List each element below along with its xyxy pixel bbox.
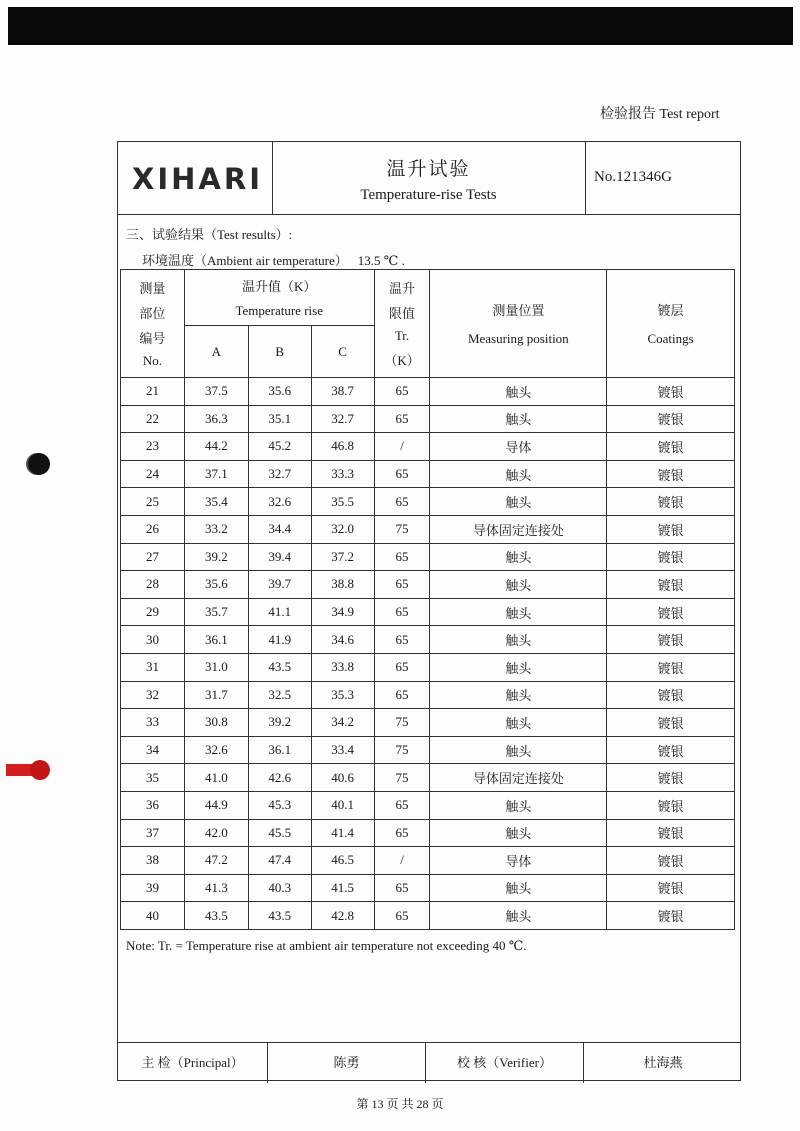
cell-rise-b: 34.4 (248, 515, 311, 543)
cell-rise-b: 42.6 (248, 764, 311, 792)
cell-rise-a: 41.3 (184, 874, 248, 902)
cell-rise-b: 45.5 (248, 819, 311, 847)
cell-limit: 65 (374, 653, 430, 681)
company-logo: XIHARI (132, 162, 263, 196)
table-row (121, 626, 735, 654)
cell-position: 触头 (430, 681, 607, 709)
cell-coating: 镀银 (607, 902, 735, 930)
cell-number: 38 (121, 847, 185, 875)
col-header-phase-c: C (311, 326, 374, 378)
cell-rise-c: 38.8 (311, 571, 374, 599)
cell-rise-c: 35.5 (311, 488, 374, 516)
cell-position: 触头 (430, 543, 607, 571)
cell-limit: 65 (374, 819, 430, 847)
cell-number: 25 (121, 488, 185, 516)
cell-coating: 镀银 (607, 488, 735, 516)
table-row (121, 902, 735, 930)
cell-rise-b: 32.5 (248, 681, 311, 709)
cell-limit: 75 (374, 515, 430, 543)
cell-coating: 镀银 (607, 598, 735, 626)
cell-rise-c: 40.1 (311, 791, 374, 819)
cell-limit: 65 (374, 681, 430, 709)
verifier-label: 校 核（Verifier） (426, 1043, 584, 1083)
cell-number: 27 (121, 543, 185, 571)
cell-limit: / (374, 433, 430, 461)
cell-rise-a: 44.9 (184, 791, 248, 819)
col-header-phase-a: A (184, 326, 248, 378)
cell-rise-a: 33.2 (184, 515, 248, 543)
report-label: 检验报告 Test report (600, 107, 720, 122)
cell-number: 23 (121, 433, 185, 461)
verifier-name: 杜海燕 (643, 1055, 683, 1070)
col-header-coatings: 镀层 Coatings (607, 270, 735, 378)
cell-rise-b: 39.2 (248, 709, 311, 737)
table-row (121, 791, 735, 819)
cell-limit: 75 (374, 709, 430, 737)
table-row (121, 764, 735, 792)
cell-position: 触头 (430, 488, 607, 516)
table-row (121, 515, 735, 543)
table-row (121, 571, 735, 599)
cell-rise-b: 39.4 (248, 543, 311, 571)
cell-rise-c: 32.7 (311, 405, 374, 433)
cell-coating: 镀银 (607, 543, 735, 571)
cell-limit: 65 (374, 902, 430, 930)
cell-rise-c: 46.8 (311, 433, 374, 461)
cell-rise-a: 36.1 (184, 626, 248, 654)
cell-rise-b: 39.7 (248, 571, 311, 599)
cell-position: 触头 (430, 405, 607, 433)
col-header-number: 测量 部位 编号 No. (121, 270, 185, 378)
cell-position: 导体固定连接处 (430, 515, 607, 543)
cell-rise-c: 33.4 (311, 736, 374, 764)
cell-position: 触头 (430, 819, 607, 847)
cell-rise-b: 43.5 (248, 653, 311, 681)
cell-number: 35 (121, 764, 185, 792)
cell-coating: 镀银 (607, 736, 735, 764)
cell-rise-b: 43.5 (248, 902, 311, 930)
table-row (121, 819, 735, 847)
table-row (121, 405, 735, 433)
cell-rise-c: 33.8 (311, 653, 374, 681)
cell-number: 40 (121, 902, 185, 930)
cell-rise-b: 36.1 (248, 736, 311, 764)
table-row (121, 681, 735, 709)
cell-number: 34 (121, 736, 185, 764)
cell-position: 触头 (430, 571, 607, 599)
cell-number: 33 (121, 709, 185, 737)
table-row (121, 709, 735, 737)
cell-rise-a: 44.2 (184, 433, 248, 461)
ambient-label: 环境温度（Ambient air temperature） (142, 253, 348, 268)
cell-number: 28 (121, 571, 185, 599)
cell-coating: 镀银 (607, 791, 735, 819)
cell-rise-a: 35.4 (184, 488, 248, 516)
cell-rise-c: 33.3 (311, 460, 374, 488)
note: Note: Tr. = Temperature rise at ambient air temperature not exceeding 40 ℃. (126, 938, 527, 953)
signature-footer (118, 1042, 740, 1083)
cell-coating: 镀银 (607, 433, 735, 461)
cell-rise-b: 41.9 (248, 626, 311, 654)
cell-rise-c: 41.4 (311, 819, 374, 847)
cell-number: 22 (121, 405, 185, 433)
cell-position: 触头 (430, 709, 607, 737)
cell-position: 触头 (430, 791, 607, 819)
cell-rise-c: 41.5 (311, 874, 374, 902)
cell-position: 触头 (430, 902, 607, 930)
section-heading: 三、试验结果（Test results）: (126, 227, 293, 242)
col-header-phase-b: B (248, 326, 311, 378)
punch-hole-mark (28, 453, 50, 475)
cell-number: 36 (121, 791, 185, 819)
cell-rise-b: 45.2 (248, 433, 311, 461)
ambient-value: 13.5 ℃ . (357, 253, 405, 268)
cell-rise-b: 41.1 (248, 598, 311, 626)
cell-rise-a: 32.6 (184, 736, 248, 764)
cell-rise-a: 36.3 (184, 405, 248, 433)
table-row (121, 433, 735, 461)
cell-limit: 65 (374, 874, 430, 902)
cell-number: 29 (121, 598, 185, 626)
cell-limit: 65 (374, 571, 430, 599)
cell-position: 触头 (430, 653, 607, 681)
cell-position: 导体 (430, 433, 607, 461)
page-number: 第 13 页 共 28 页 (356, 1097, 444, 1111)
cell-number: 39 (121, 874, 185, 902)
cell-coating: 镀银 (607, 405, 735, 433)
cell-number: 37 (121, 819, 185, 847)
cell-limit: 65 (374, 460, 430, 488)
cell-rise-c: 32.0 (311, 515, 374, 543)
table-row (121, 598, 735, 626)
cell-position: 触头 (430, 460, 607, 488)
cell-rise-b: 45.3 (248, 791, 311, 819)
cell-rise-b: 47.4 (248, 847, 311, 875)
cell-rise-a: 39.2 (184, 543, 248, 571)
cell-limit: 65 (374, 378, 430, 406)
cell-limit: 65 (374, 488, 430, 516)
cell-rise-c: 34.9 (311, 598, 374, 626)
cell-coating: 镀银 (607, 709, 735, 737)
logo-cell (118, 142, 273, 214)
ambient-temperature (142, 250, 405, 269)
table-row (121, 653, 735, 681)
cell-rise-a: 43.5 (184, 902, 248, 930)
cell-rise-a: 37.5 (184, 378, 248, 406)
cell-coating: 镀银 (607, 874, 735, 902)
cell-rise-c: 35.3 (311, 681, 374, 709)
cell-position: 触头 (430, 626, 607, 654)
cell-position: 触头 (430, 874, 607, 902)
cell-rise-a: 47.2 (184, 847, 248, 875)
cell-coating: 镀银 (607, 460, 735, 488)
cell-limit: 65 (374, 543, 430, 571)
cell-rise-a: 37.1 (184, 460, 248, 488)
cell-rise-c: 42.8 (311, 902, 374, 930)
cell-coating: 镀银 (607, 515, 735, 543)
table-row (121, 378, 735, 406)
cell-rise-b: 32.7 (248, 460, 311, 488)
cell-number: 26 (121, 515, 185, 543)
cell-position: 触头 (430, 736, 607, 764)
cell-limit: 65 (374, 626, 430, 654)
cell-number: 30 (121, 626, 185, 654)
scan-top-bar (8, 7, 793, 45)
cell-rise-c: 34.6 (311, 626, 374, 654)
table-row (121, 847, 735, 875)
cell-rise-a: 35.6 (184, 571, 248, 599)
cell-rise-a: 35.7 (184, 598, 248, 626)
cell-coating: 镀银 (607, 653, 735, 681)
cell-rise-b: 40.3 (248, 874, 311, 902)
col-header-measuring-position: 测量位置 Measuring position (430, 270, 607, 378)
cell-rise-a: 42.0 (184, 819, 248, 847)
report-frame (117, 141, 741, 1081)
red-clip-mark (6, 760, 46, 778)
results-table (120, 269, 735, 930)
cell-position: 触头 (430, 598, 607, 626)
title-cell (272, 142, 586, 214)
cell-coating: 镀银 (607, 681, 735, 709)
report-number: No.121346G (594, 169, 672, 185)
principal-label: 主 检（Principal） (118, 1043, 268, 1083)
cell-limit: 75 (374, 736, 430, 764)
cell-rise-c: 34.2 (311, 709, 374, 737)
cell-limit: 65 (374, 598, 430, 626)
cell-rise-c: 37.2 (311, 543, 374, 571)
table-row (121, 488, 735, 516)
cell-coating: 镀银 (607, 626, 735, 654)
cell-position: 触头 (430, 378, 607, 406)
cell-position: 导体 (430, 847, 607, 875)
cell-limit: 75 (374, 764, 430, 792)
cell-number: 31 (121, 653, 185, 681)
table-row (121, 543, 735, 571)
cell-number: 21 (121, 378, 185, 406)
col-header-limit: 温升 限值 Tr. （K） (374, 270, 430, 378)
cell-coating: 镀银 (607, 847, 735, 875)
cell-rise-a: 31.0 (184, 653, 248, 681)
table-row (121, 460, 735, 488)
cell-rise-c: 40.6 (311, 764, 374, 792)
title-zh: 温升试验 (386, 159, 471, 180)
table-row (121, 874, 735, 902)
cell-coating: 镀银 (607, 378, 735, 406)
cell-rise-b: 32.6 (248, 488, 311, 516)
principal-name: 陈勇 (268, 1043, 426, 1083)
cell-number: 24 (121, 460, 185, 488)
col-header-temperature-rise: 温升值（K） Temperature rise (184, 270, 374, 326)
cell-rise-b: 35.1 (248, 405, 311, 433)
cell-rise-c: 38.7 (311, 378, 374, 406)
cell-number: 32 (121, 681, 185, 709)
cell-rise-b: 35.6 (248, 378, 311, 406)
cell-rise-a: 31.7 (184, 681, 248, 709)
cell-limit: / (374, 847, 430, 875)
cell-rise-a: 30.8 (184, 709, 248, 737)
cell-limit: 65 (374, 791, 430, 819)
cell-coating: 镀银 (607, 764, 735, 792)
cell-coating: 镀银 (607, 571, 735, 599)
cell-position: 导体固定连接处 (430, 764, 607, 792)
cell-coating: 镀银 (607, 819, 735, 847)
cell-limit: 65 (374, 405, 430, 433)
cell-rise-c: 46.5 (311, 847, 374, 875)
title-en: Temperature-rise Tests (360, 187, 497, 203)
table-row (121, 736, 735, 764)
cell-rise-a: 41.0 (184, 764, 248, 792)
report-header (118, 142, 740, 215)
